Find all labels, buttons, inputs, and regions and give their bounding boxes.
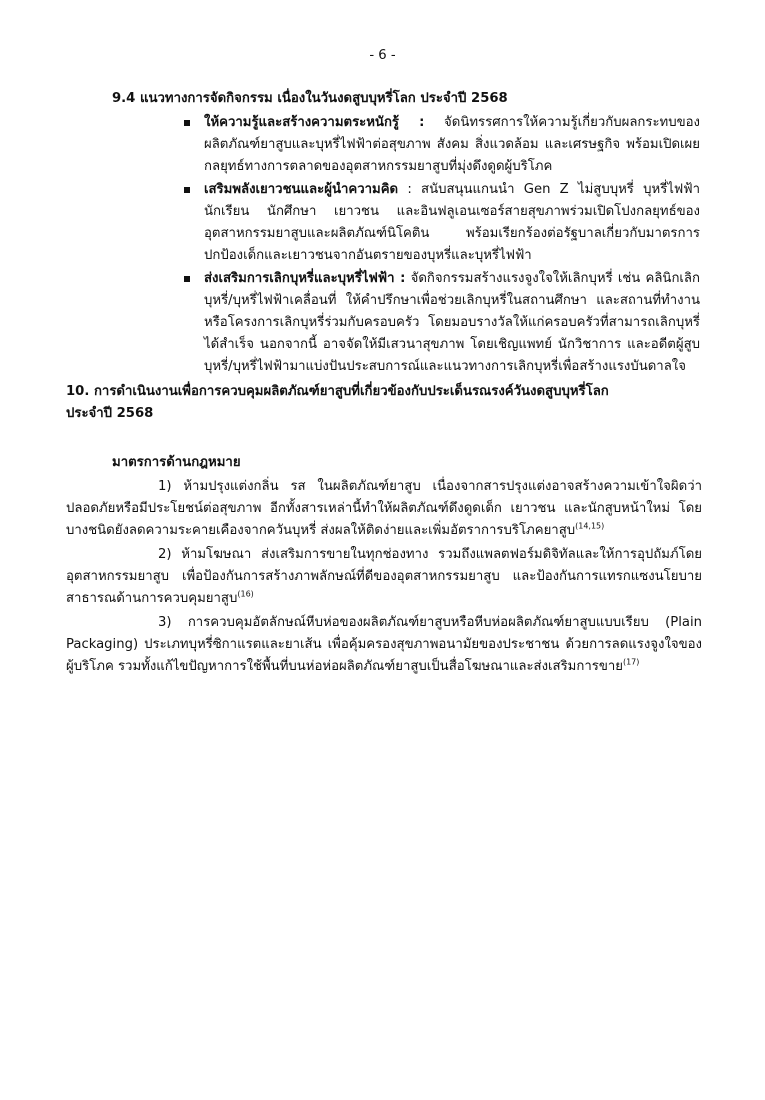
legal-measures-paragraphs [66,476,702,680]
legal-measure-paragraph [66,612,702,678]
bullet-youth-empowerment [182,179,700,267]
section-heading-9-4: 9.4 แนวทางการจัดกิจกรรม เนื่องในวันงดสูบบุหรี่โลก ประจำปี 2568 [112,91,508,106]
paragraph-text: 2) ห้ามโฆษณา ส่งเสริมการขายในทุกช่องทาง รวมถึงแพลตฟอร์มดิจิทัลและให้การอุปถัมภ์โดยอุตสาหกรรมยาสูบ เพื่อป้องกันการสร้างภาพลักษณ์ที่ดีของอุตสาหกรรมยาสูบ และป้องกันการแทรกแซงนโยบายสาธารณด้านการควบคุมยาสูบ [66,547,702,606]
section-heading-10 [66,381,706,425]
square-bullet-icon [184,120,190,126]
bullet-text: จัดกิจกรรมสร้างแรงจูงใจให้เลิกบุหรี่ เช่น คลินิกเลิกบุหรี่/บุหรี่ไฟฟ้าเคลื่อนที่ ให้คำปรึกษาเพื่อช่วยเลิกบุหรี่ในสถานศึกษา และสถานที่ทำงาน หรือโครงการเลิกบุหรี่ร่วมกับครอบครัว โดยมอบรางวัลให้แก่ครอบครัวที่สามารถเลิกบุหรี่ได้สำเร็จ นอกจากนี้ อาจจัดให้มีเสวนาสุขภาพ โดยเชิญแพทย์ นักวิชาการ และอดีตผู้สูบบุหรี่/บุหรี่ไฟฟ้ามาแบ่งปันประสบการณ์และแนวทางการเลิกบุหรี่เพื่อสร้างแรงบันดาลใจ [204,271,700,374]
section-heading-10-line-2: ประจำปี 2568 [66,406,154,421]
legal-measure-paragraph [66,476,702,542]
bullet-text: จัดนิทรรศการให้ความรู้เกี่ยวกับผลกระทบของผลิตภัณฑ์ยาสูบและบุหรี่ไฟฟ้าต่อสุขภาพ สังคม สิ่งแวดล้อม และเศรษฐกิจ พร้อมเปิดเผยกลยุทธ์ทางการตลาดของอุตสาหกรรมยาสูบที่มุ่งดึงดูดผู้บริโภค [204,115,700,174]
legal-measure-paragraph [66,544,702,610]
activity-bullet-list [182,112,700,378]
reference-superscript: (14,15) [575,521,605,531]
legal-measures-subheading: มาตรการด้านกฎหมาย [112,455,241,470]
square-bullet-icon [184,276,190,282]
bullet-quit-smoking [182,268,700,378]
bullet-title: เสริมพลังเยาวชนและผู้นำความคิด [204,182,399,197]
section-heading-10-line-1: 10. การดำเนินงานเพื่อการควบคุมผลิตภัณฑ์ยาสูบที่เกี่ยวข้องกับประเด็นรณรงค์วันงดสูบบุหรี่โลก [66,384,609,399]
paragraph-text: 1) ห้ามปรุงแต่งกลิ่น รส ในผลิตภัณฑ์ยาสูบ เนื่องจากสารปรุงแต่งอาจสร้างความเข้าใจผิดว่าปลอดภัยหรือมีประโยชน์ต่อสุขภาพ อีกทั้งสารเหล่านี้ทำให้ผลิตภัณฑ์ดึงดูดเด็ก เยาวชน และนักสูบหน้าใหม่ โดยบางชนิดยังลดความระคายเคืองจากควันบุหรี่ ส่งผลให้ติดง่ายและเพิ่มอัตราการบริโภคยาสูบ [66,479,702,538]
bullet-text: : สนับสนุนแกนนำ Gen Z ไม่สูบบุหรี่ บุหรี่ไฟฟ้า นักเรียน นักศึกษา เยาวชน และอินฟลูเอนเซอร์สายสุขภาพร่วมเปิดโปงกลยุทธ์ของอุตสาหกรรมยาสูบและผลิตภัณฑ์นิโคติน พร้อมเรียกร้องต่อรัฐบาลเกี่ยวกับมาตรการปกป้องเด็กและเยาวชนจากอันตรายของบุหรี่และบุหรี่ไฟฟ้า [204,182,700,263]
bullet-title: ส่งเสริมการเลิกบุหรี่และบุหรี่ไฟฟ้า : [204,271,406,286]
page-number: - 6 - [369,48,396,63]
bullet-title: ให้ความรู้และสร้างความตระหนักรู้ : [204,115,425,130]
paragraph-text: 3) การควบคุมอัตลักษณ์หีบห่อของผลิตภัณฑ์ยาสูบหรือหีบห่อผลิตภัณฑ์ยาสูบแบบเรียบ (Plain Packaging) ประเภทบุหรี่ซิกาแรตและยาเส้น เพื่อคุ้มครองสุขภาพอนามัยของประชาชน ด้วยการลดแรงจูงใจของผู้บริโภค รวมทั้งแก้ไขปัญหาการใช้พื้นที่บนห่อห่อผลิตภัณฑ์ยาสูบเป็นสื่อโฆษณาและส่งเสริมการขาย [66,615,702,674]
reference-superscript: (17) [622,657,640,667]
reference-superscript: (16) [237,589,254,599]
square-bullet-icon [184,187,190,193]
bullet-awareness [182,112,700,178]
